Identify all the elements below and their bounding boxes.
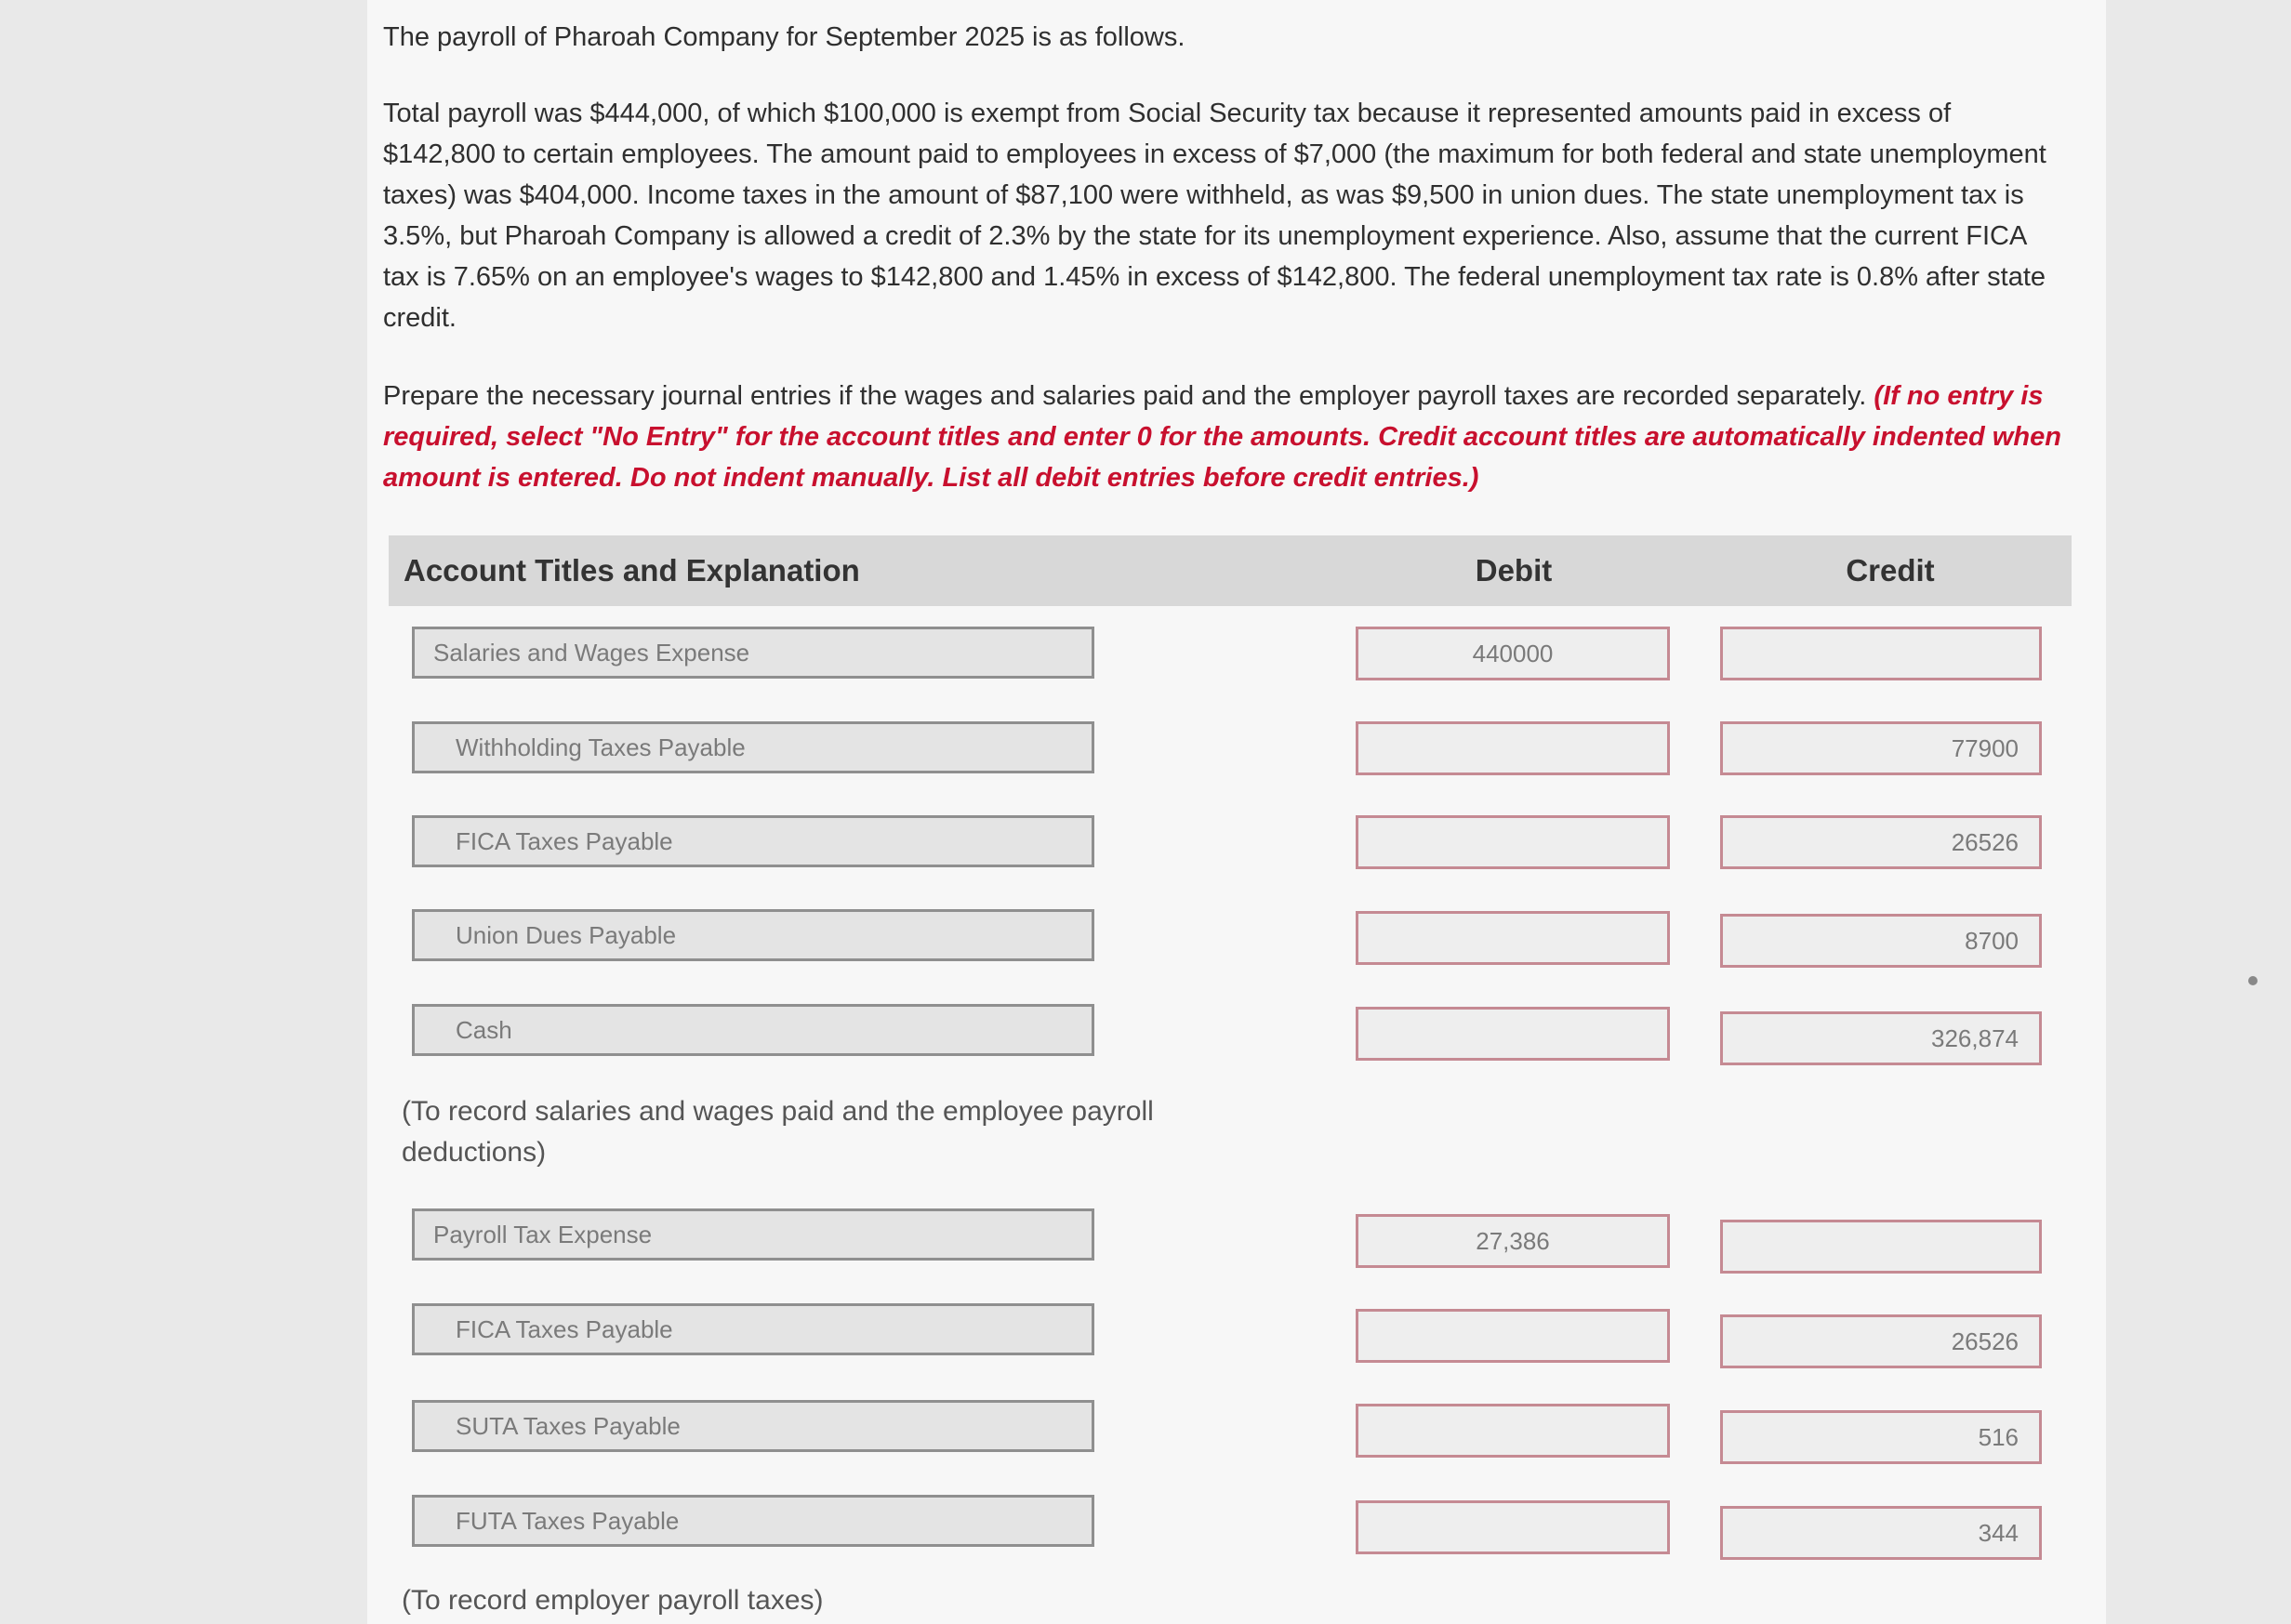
- debit-input[interactable]: [1356, 1500, 1670, 1554]
- debit-input[interactable]: [1356, 1404, 1670, 1458]
- debit-input[interactable]: [1356, 1309, 1670, 1363]
- account-select[interactable]: FICA Taxes Payable: [412, 815, 1094, 867]
- credit-input[interactable]: 26526: [1720, 815, 2042, 869]
- debit-input[interactable]: [1356, 721, 1670, 775]
- account-select[interactable]: Cash: [412, 1004, 1094, 1056]
- intro-text: The payroll of Pharoah Company for September 2025 is as follows.: [383, 22, 1185, 52]
- credit-input[interactable]: 77900: [1720, 721, 2042, 775]
- credit-input[interactable]: [1720, 627, 2042, 680]
- debit-input[interactable]: 440000: [1356, 627, 1670, 680]
- credit-input[interactable]: 326,874: [1720, 1011, 2042, 1065]
- instruction-text: Prepare the necessary journal entries if the wages and salaries paid and the employer payroll taxes are recorded separately.: [383, 381, 1867, 411]
- entry-explanation: (To record salaries and wages paid and the employee payroll deductions): [402, 1096, 1154, 1168]
- debit-input[interactable]: [1356, 911, 1670, 965]
- debit-input[interactable]: 27,386: [1356, 1214, 1670, 1268]
- debit-input[interactable]: [1356, 1007, 1670, 1061]
- header-credit: Credit: [1846, 553, 1935, 588]
- header-account: Account Titles and Explanation: [404, 553, 860, 588]
- account-select[interactable]: Union Dues Payable: [412, 909, 1094, 961]
- credit-input[interactable]: [1720, 1220, 2042, 1274]
- instruction-paragraph: [383, 376, 2075, 498]
- problem-description: Total payroll was $444,000, of which $100,000 is exempt from Social Security tax because it represented amounts paid in excess of $142,800 to certain employees. The amount paid to employees in excess of $7,000 (the maximum for both federal and state unemployment taxes) was $404,000. Income taxes in the amount of $87,100 were withheld, as was $9,500 in union dues. The state unemployment tax is 3.5%, but Pharoah Company is allowed a credit of 2.3% by the state for its unemployment experience. Also, assume that the current FICA tax is 7.65% on an employee's wages to $142,800 and 1.45% in excess of $142,800. The federal unemployment tax rate is 0.8% after state credit.: [383, 99, 2046, 333]
- account-select[interactable]: Withholding Taxes Payable: [412, 721, 1094, 773]
- table-header: [389, 535, 2072, 606]
- account-select[interactable]: SUTA Taxes Payable: [412, 1400, 1094, 1452]
- account-select[interactable]: FICA Taxes Payable: [412, 1303, 1094, 1355]
- account-select[interactable]: Salaries and Wages Expense: [412, 627, 1094, 679]
- credit-input[interactable]: 26526: [1720, 1314, 2042, 1368]
- debit-input[interactable]: [1356, 815, 1670, 869]
- instruction-note: (If no entry is required, select "No Entry" for the account titles and enter 0 for the amounts. Credit account titles are automatically indented when amount is entered. Do not indent manually. List all debit entries before credit entries.): [383, 381, 2061, 493]
- credit-input[interactable]: 344: [1720, 1506, 2042, 1560]
- credit-input[interactable]: 8700: [1720, 914, 2042, 968]
- credit-input[interactable]: 516: [1720, 1410, 2042, 1464]
- account-select[interactable]: FUTA Taxes Payable: [412, 1495, 1094, 1547]
- account-select[interactable]: Payroll Tax Expense: [412, 1208, 1094, 1261]
- cursor-dot: [2248, 976, 2258, 985]
- entry-explanation: (To record employer payroll taxes): [402, 1585, 824, 1616]
- header-debit: Debit: [1475, 553, 1553, 588]
